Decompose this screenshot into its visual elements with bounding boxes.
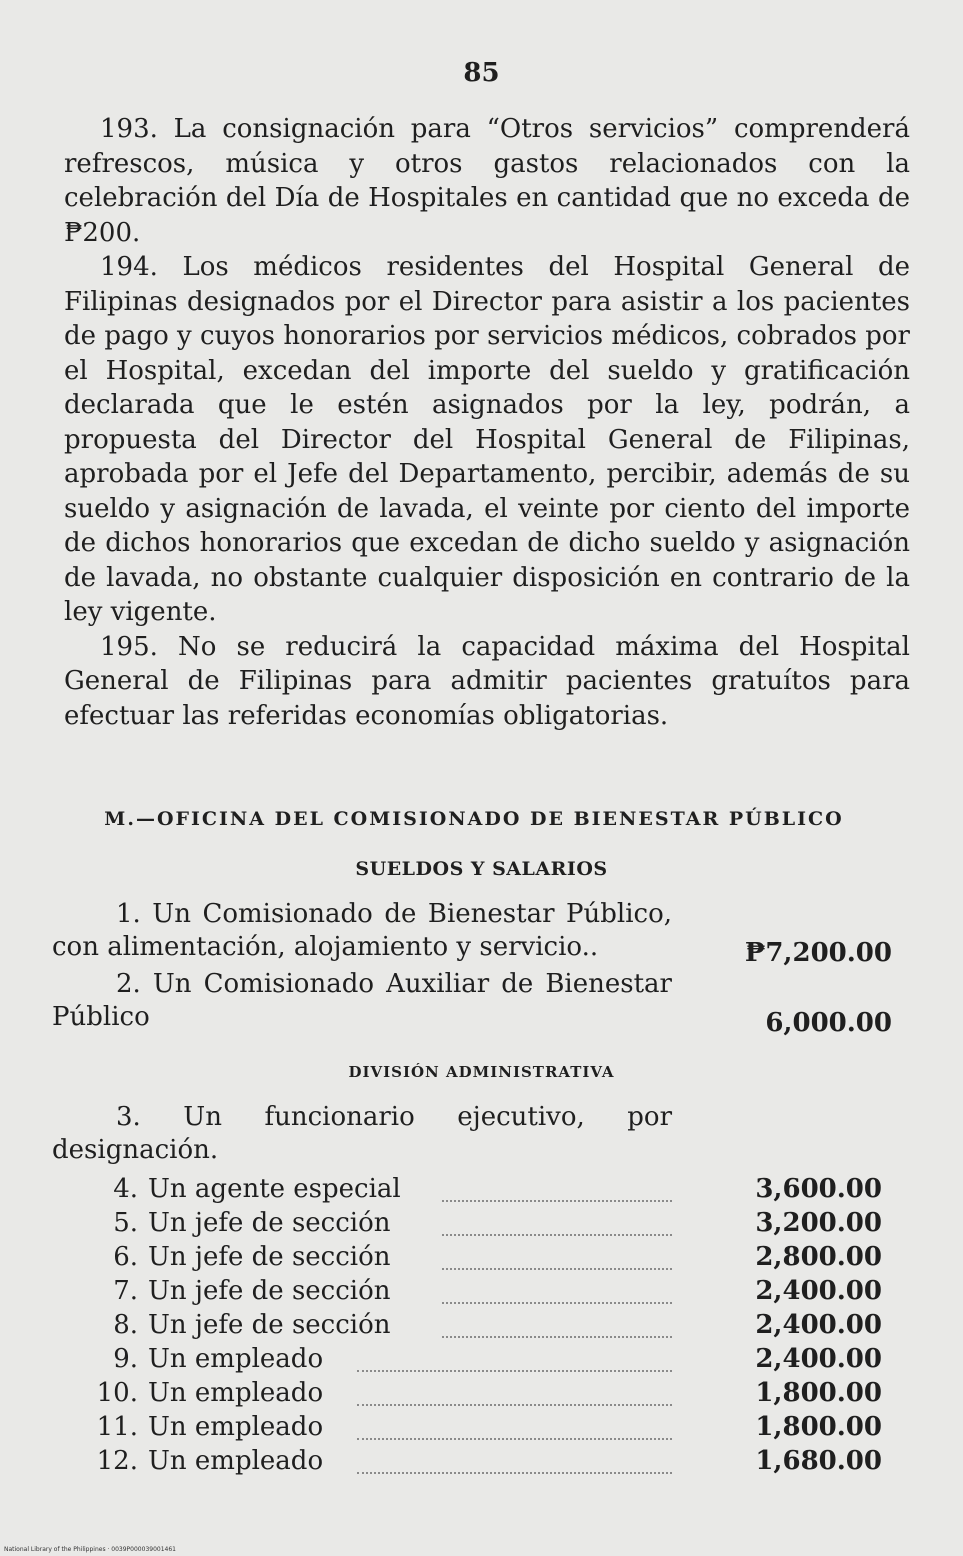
salary-item-text: 3. Un funcionario ejecutivo, por designación.: [52, 1102, 672, 1165]
paragraph-193: 193. La consignación para “Otros servicios” comprenderá refrescos, música y otros gastos relacionados con la celebración del Día de Hospitales en cantidad que no exceda de ₱200.: [64, 114, 910, 248]
salary-item-text: 2. Un Comisionado Auxiliar de Bienestar Público: [52, 969, 672, 1032]
list-item: [92, 1444, 882, 1478]
item-label: Un empleado: [148, 1344, 324, 1374]
item-number: 7.: [113, 1276, 138, 1306]
item-label: Un jefe de sección: [148, 1276, 391, 1306]
dot-leader: [442, 1308, 672, 1338]
item-label: Un empleado: [148, 1446, 324, 1476]
item-number: 9.: [113, 1344, 138, 1374]
list-item: [92, 1308, 882, 1342]
list-item: [92, 1342, 882, 1376]
item-amount: 3,200.00: [755, 1208, 882, 1238]
salary-item-3: [52, 1101, 892, 1167]
item-amount: 3,600.00: [755, 1174, 882, 1204]
dot-leader: [357, 1410, 672, 1440]
dot-leader: [442, 1172, 672, 1202]
salary-item-amount: 6,000.00: [765, 1008, 892, 1038]
body-paragraphs: [64, 112, 910, 733]
dot-leader: [357, 1444, 672, 1474]
item-label: Un agente especial: [148, 1174, 401, 1204]
item-amount: 2,800.00: [755, 1242, 882, 1272]
salary-item-amount: ₱7,200.00: [744, 938, 892, 968]
item-label: Un jefe de sección: [148, 1208, 391, 1238]
item-number: 11.: [96, 1412, 138, 1442]
item-amount: 2,400.00: [755, 1344, 882, 1374]
salary-item-2: [52, 968, 892, 1038]
item-label: Un empleado: [148, 1378, 324, 1408]
item-label: Un jefe de sección: [148, 1310, 391, 1340]
item-number: 10.: [96, 1378, 138, 1408]
item-number: 4.: [113, 1174, 138, 1204]
item-amount: 1,680.00: [755, 1446, 882, 1476]
dot-leader: [357, 1342, 672, 1372]
salary-item-1: [52, 898, 892, 968]
dot-leader: [442, 1206, 672, 1236]
list-item: [92, 1172, 882, 1206]
paragraph-195: 195. No se reducirá la capacidad máxima del Hospital General de Filipinas para admitir pacientes gratuítos para efectuar las referidas economías obligatorias.: [64, 631, 910, 731]
item-amount: 2,400.00: [755, 1310, 882, 1340]
subheading-division: DIVISIÓN ADMINISTRATIVA: [348, 1063, 615, 1081]
section-heading: M.—OFICINA DEL COMISIONADO DE BIENESTAR PÚBLICO: [104, 808, 844, 830]
library-footer: National Library of the Philippines · 0039P000039001461: [4, 1546, 176, 1553]
item-amount: 2,400.00: [755, 1276, 882, 1306]
list-item: [92, 1206, 882, 1240]
item-number: 6.: [113, 1242, 138, 1272]
item-number: 8.: [113, 1310, 138, 1340]
dot-leader: [442, 1274, 672, 1304]
page-number: 85: [463, 58, 500, 88]
item-amount: 1,800.00: [755, 1378, 882, 1408]
item-amount: 1,800.00: [755, 1412, 882, 1442]
item-number: 5.: [113, 1208, 138, 1238]
list-item: [92, 1410, 882, 1444]
dot-leader: [442, 1240, 672, 1270]
salary-item-text: 1. Un Comisionado de Bienestar Público, con alimentación, alojamiento y servicio..: [52, 899, 672, 962]
item-number: 12.: [96, 1446, 138, 1476]
list-item: [92, 1376, 882, 1410]
subheading-salaries: SUELDOS Y SALARIOS: [355, 858, 608, 880]
dot-leader: [357, 1376, 672, 1406]
paragraph-194: 194. Los médicos residentes del Hospital General de Filipinas designados por el Director para asistir a los pacientes de pago y cuyos honorarios por servicios médicos, cobrados por el Hospital, excedan del importe del sueldo y gratificación declarada que le estén asignados por la ley, podrán, a propuesta del Director del Hospital General de Filipinas, aprobada por el Jefe del Departamento, percibir, además de su sueldo y asignación de lavada, el veinte por ciento del importe de dichos honorarios que excedan de dicho sueldo y asignación de lavada, no obstante cualquier disposición en contrario de la ley vigente.: [64, 252, 910, 627]
list-item: [92, 1274, 882, 1308]
list-item: [92, 1240, 882, 1274]
item-label: Un jefe de sección: [148, 1242, 391, 1272]
item-label: Un empleado: [148, 1412, 324, 1442]
